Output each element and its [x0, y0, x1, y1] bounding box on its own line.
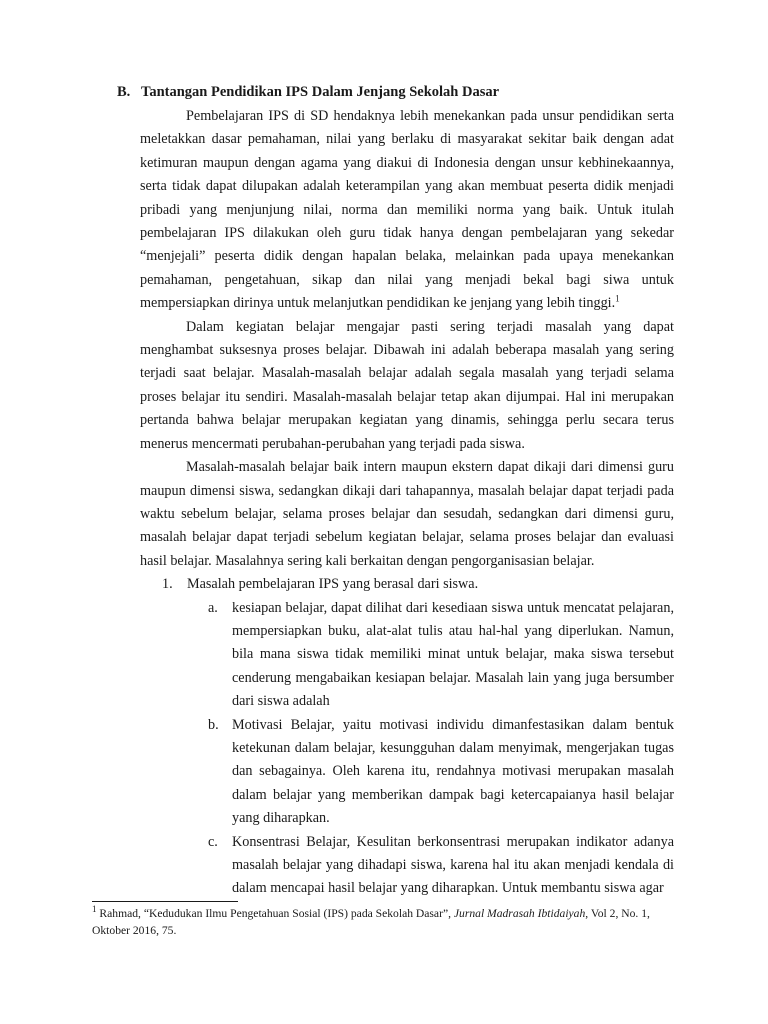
section-letter: B. [117, 84, 131, 100]
list-letter: c. [208, 833, 218, 850]
footnote-source: Jurnal Madrasah Ibtidaiyah [453, 907, 586, 920]
footnote [92, 905, 674, 939]
paragraph-1 [140, 105, 674, 316]
numbered-item-text: Masalah pembelajaran IPS yang berasal dari siswa. [187, 576, 479, 593]
numbered-item-1 [140, 573, 674, 596]
footnote-text: Rahmad, “Kedudukan Ilmu Pengetahuan Sosial (IPS) pada Sekolah Dasar”, [96, 907, 454, 920]
footnote-mark: 1 [92, 904, 97, 915]
list-item-text: kesiapan belajar, dapat dilihat dari kesediaan siswa untuk mencatat pelajaran, mempersiapkan buku, alat-alat tulis atau hal-hal yang diperlukan. Namun, bila mana siswa tidak memiliki minat untuk belajar, maka siswa tersebut cenderung mengabaikan kesiapan belajar. Masalah lain yang juga bersumber dari siswa adalah [232, 599, 674, 710]
sub-list [140, 597, 674, 901]
body-text [140, 105, 674, 901]
list-item-text: Motivasi Belajar, yaitu motivasi individu dimanfestasikan dalam bentuk ketekunan dalam belajar, kesungguhan dalam menyimak, mengerjakan tugas dan sebagainya. Oleh karena itu, rendahnya motivasi merupakan masalah dalam belajar yang memberikan dampak bagi ketercapaianya hasil belajar yang diharapkan. [232, 716, 674, 827]
paragraph-1-text: Pembelajaran IPS di SD hendaknya lebih menekankan pada unsur pendidikan serta meletakkan dasar pemahaman, nilai yang berlaku di masyarakat sekitar baik dengan adat ketimuran maupun dengan agama yang diakui di Indonesia dengan unsur kebhinekaannya, serta tidak dapat dilupakan adalah keterampilan yang akan membuat peserta didik menjadi pribadi yang menjunjung nilai, norma dan memiliki norma yang baik. Untuk itulah pembelajaran IPS dilakukan oleh guru tidak hanya dengan pembelajaran yang sekedar “menjejali” peserta didik dengan hapalan belaka, melainkan pada upaya menekankan pemahaman, pengetahuan, sikap dan nilai yang menjadi bekal bagi siwa untuk mempersiapkan dirinya untuk melanjutkan pendidikan ke jenjang yang lebih tinggi. [140, 108, 674, 312]
list-letter: b. [208, 716, 219, 733]
list-item-text: Konsentrasi Belajar, Kesulitan berkonsentrasi merupakan indikator adanya masalah belajar yang dihadapi siswa, karena hal itu akan menjadi kendala di dalam mencapai hasil belajar yang diharapkan. Untuk membantu siswa agar [232, 833, 674, 897]
list-letter: a. [208, 599, 218, 616]
list-item-a [140, 597, 674, 714]
footnote-details: , Vol 2, No. 1, Oktober 2016, 75. [92, 907, 650, 937]
list-item-c [140, 831, 674, 901]
paragraph-2: Dalam kegiatan belajar mengajar pasti sering terjadi masalah yang dapat menghambat suksesnya proses belajar. Dibawah ini adalah beberapa masalah yang sering terjadi saat belajar. Masalah-masalah belajar adalah segala masalah yang terjadi selama proses belajar itu sendiri. Masalah-masalah belajar tetap akan dijumpai. Hal ini merupakan pertanda bahwa belajar merupakan kegiatan yang dinamis, sehingga perlu secara terus menerus mencermati perubahan-perubahan yang terjadi pada siswa. [140, 318, 674, 452]
list-item-b [140, 714, 674, 831]
list-number: 1. [162, 576, 173, 593]
section-heading [117, 84, 499, 101]
section-title: Tantangan Pendidikan IPS Dalam Jenjang Sekolah Dasar [141, 84, 500, 100]
paragraph-3: Masalah-masalah belajar baik intern maupun ekstern dapat dikaji dari dimensi guru maupun dimensi siswa, sedangkan dikaji dari tahapannya, masalah belajar dapat terjadi pada waktu sebelum belajar, selama proses belajar dan sesudah, sedangkan dari dimensi guru, masalah belajar dapat terjadi sebelum kegiatan belajar, selama proses belajar dan evaluasi hasil belajar. Masalahnya sering kali berkaitan dengan pengorganisasian belajar. [140, 459, 674, 569]
footnote-reference[interactable]: 1 [615, 293, 620, 304]
footnote-separator [92, 901, 238, 902]
